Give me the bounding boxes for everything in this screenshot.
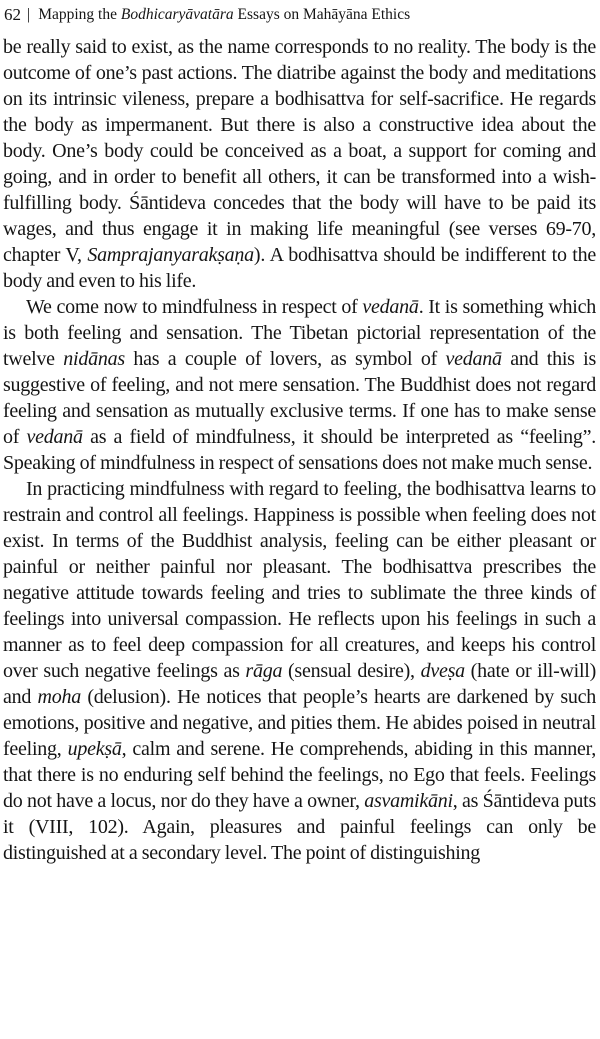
book-title xyxy=(38,6,410,24)
page-number: 62 xyxy=(4,5,21,24)
italic-term: vedanā xyxy=(362,296,419,318)
book-title-suffix: Essays on Mahāyāna Ethics xyxy=(233,6,411,23)
text-run: , as Śāntideva puts it (VIII, 102). Again, pleasures and painful feelings can only be distinguished at a secondary level. The point of distinguishing xyxy=(3,790,596,864)
text-run: . It is something which is both feeling and sensation. The Tibetan pictorial representation of the twelve xyxy=(3,296,596,370)
text-run: and this is suggestive of feeling, and not mere sensation. The Buddhist does not regard feeling and sensation as mutually exclusive terms. If one has to make sense of xyxy=(3,348,596,448)
text-run: , calm and serene. He comprehends, abiding in this manner, that there is no enduring self behind the feelings, no Ego that feels. Feelings do not have a locus, nor do they have a owner, xyxy=(3,738,596,812)
paragraph-vedana xyxy=(3,294,596,476)
italic-term: Samprajanyarakṣaṇa xyxy=(87,244,254,266)
text-run: as a field of mindfulness, it should be interpreted as “feeling”. Speaking of mindfulness in respect of sensations does not make much sense. xyxy=(3,426,596,474)
book-title-prefix: Mapping the xyxy=(38,6,121,23)
italic-term: upekṣā xyxy=(67,738,122,760)
text-run: In practicing mindfulness with regard to feeling, the bodhisattva learns to restrain and control all feelings. Happiness is possible when feeling does not exist. In terms of the Buddhist analysis, feeling can be either pleasant or painful or neither painful nor pleasant. The bodhisattva prescribes the negative attitude towards feeling and tries to sublimate the three kinds of feelings into universal compassion. He reflects upon his feelings in such a manner as to feel deep compassion for all creatures, and keeps his control over such negative feelings as xyxy=(3,478,596,682)
body-text xyxy=(3,34,596,866)
italic-term: vedanā xyxy=(26,426,83,448)
italic-term: vedanā xyxy=(445,348,502,370)
header-separator: | xyxy=(27,6,31,23)
text-run: has a couple of lovers, as symbol of xyxy=(124,348,446,370)
paragraph-body-impermanence xyxy=(3,34,596,294)
text-run: (sensual desire), xyxy=(282,660,421,682)
italic-term: asvamikāni xyxy=(364,790,453,812)
italic-term: moha xyxy=(37,686,81,708)
paragraph-feeling-practice xyxy=(3,476,596,866)
running-head xyxy=(3,0,596,30)
text-run: (delusion). He notices that people’s hearts are darkened by such emotions, positive and negative, and pities them. He abides poised in neutral feeling, xyxy=(3,686,596,760)
text-run: (hate or ill-will) and xyxy=(3,660,597,708)
book-title-italic: Bodhicaryāvatāra xyxy=(120,6,234,23)
text-run: ). A bodhisattva should be indifferent to the body and even to his life. xyxy=(3,244,596,292)
italic-term: dveṣa xyxy=(420,660,465,682)
text-run: We come now to mindfulness in respect of xyxy=(26,296,363,318)
italic-term: rāga xyxy=(245,660,283,682)
text-run: be really said to exist, as the name corresponds to no reality. The body is the outcome of one’s past actions. The diatribe against the body and meditations on its intrinsic vileness, prepare a bodhisattva for self-sacrifice. He regards the body as impermanent. But there is also a constructive idea about the body. One’s body could be conceived as a boat, a support for coming and going, and in order to benefit all others, it can be transformed into a wish-fulfilling body. Śāntideva concedes that the body will have to be paid its wages, and thus engage it in making life meaningful (see verses 69-70, chapter V, xyxy=(3,36,596,266)
italic-term: nidānas xyxy=(63,348,125,370)
